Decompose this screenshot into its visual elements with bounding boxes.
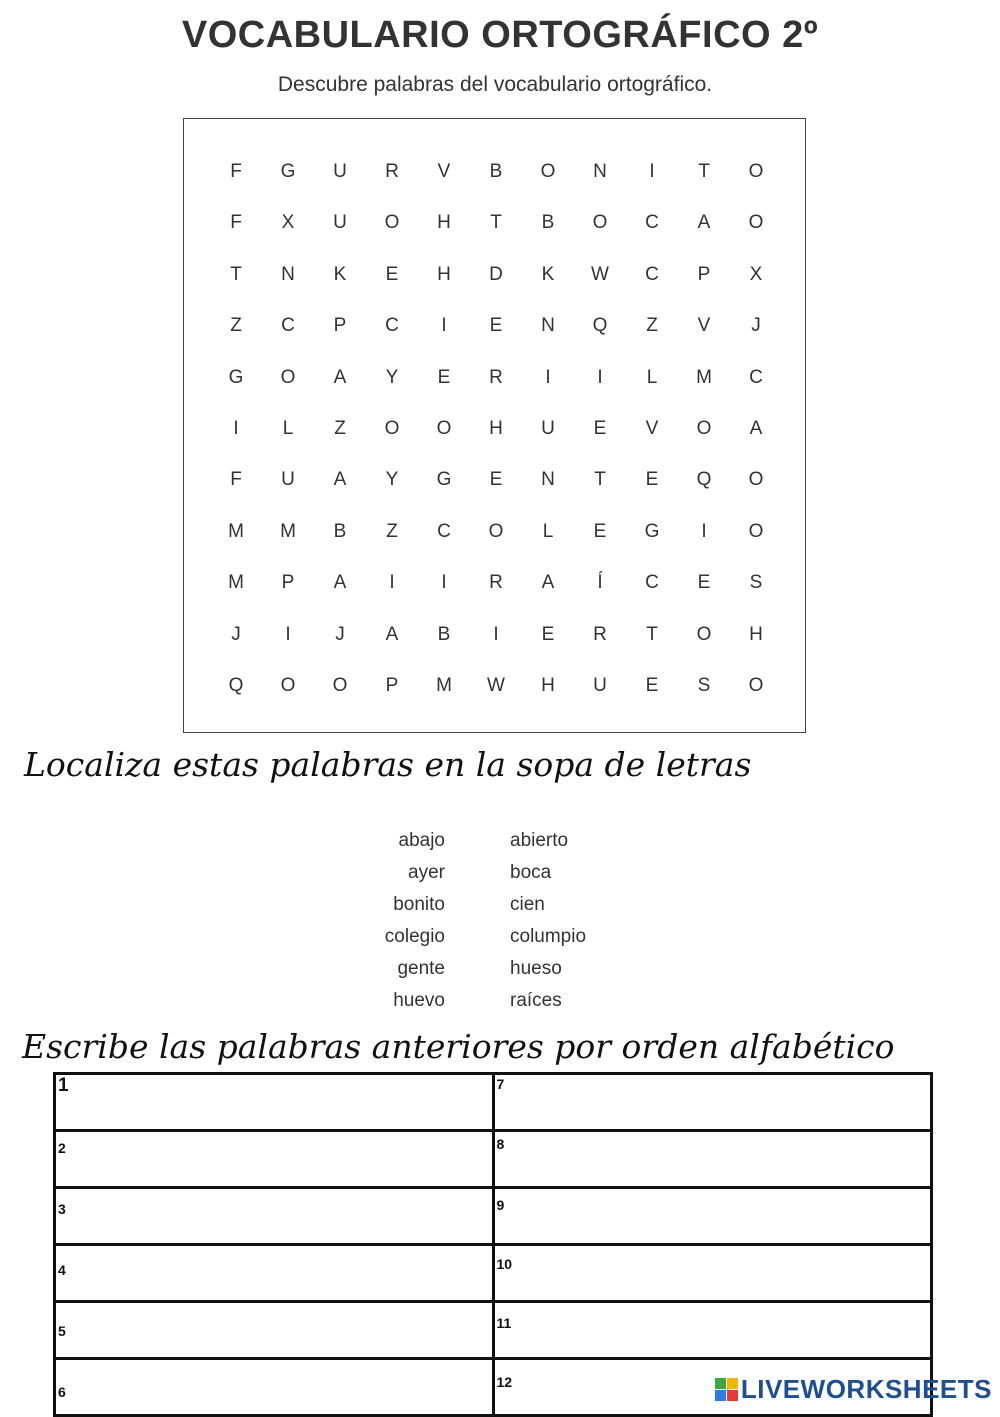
letter-cell[interactable]: W: [487, 674, 505, 696]
answer-cell[interactable]: [55, 1188, 494, 1245]
letter-cell[interactable]: E: [437, 366, 451, 388]
letter-cell[interactable]: B: [437, 623, 451, 645]
letter-cell[interactable]: O: [748, 469, 764, 491]
letter-cell[interactable]: I: [233, 417, 239, 439]
letter-cell[interactable]: O: [748, 520, 764, 542]
word-item: bonito: [393, 894, 445, 915]
letter-cell[interactable]: E: [593, 417, 607, 439]
letter-cell[interactable]: A: [333, 469, 347, 491]
letter-cell[interactable]: L: [646, 366, 658, 388]
letter-cell[interactable]: P: [697, 263, 711, 285]
letter-cell[interactable]: A: [333, 572, 347, 594]
letter-cell[interactable]: N: [281, 263, 295, 285]
word-search-grid: [210, 146, 782, 711]
word-item: ayer: [408, 862, 445, 883]
letter-cell[interactable]: L: [282, 417, 294, 439]
answer-cell[interactable]: [55, 1302, 494, 1359]
answer-cell[interactable]: [493, 1302, 932, 1359]
letter-cell[interactable]: Í: [597, 572, 603, 594]
word-item: huevo: [393, 990, 445, 1011]
letter-cell[interactable]: A: [697, 212, 711, 234]
page-title: VOCABULARIO ORTOGRÁFICO 2º: [181, 14, 819, 56]
letter-cell[interactable]: O: [748, 161, 764, 182]
answer-number: 12: [496, 1374, 513, 1390]
letter-cell[interactable]: V: [697, 315, 711, 337]
letter-cell[interactable]: U: [593, 674, 607, 696]
letter-cell[interactable]: I: [701, 520, 707, 542]
letter-cell[interactable]: Z: [230, 315, 242, 337]
letter-cell[interactable]: E: [697, 572, 711, 594]
letter-cell[interactable]: O: [280, 366, 296, 388]
letter-cell[interactable]: S: [697, 674, 711, 696]
letter-cell[interactable]: E: [489, 315, 503, 337]
letter-cell[interactable]: D: [489, 263, 503, 285]
letter-cell[interactable]: H: [437, 212, 451, 234]
word-item: colegio: [384, 926, 445, 947]
answer-cell[interactable]: [55, 1074, 494, 1131]
letter-cell[interactable]: I: [545, 366, 551, 388]
answer-number: 8: [496, 1136, 505, 1152]
word-item: raíces: [510, 990, 562, 1011]
letter-cell[interactable]: M: [436, 674, 452, 696]
letter-cell[interactable]: A: [385, 623, 399, 645]
letter-cell[interactable]: O: [436, 417, 452, 439]
letter-cell[interactable]: M: [696, 366, 712, 388]
letter-cell[interactable]: I: [493, 623, 499, 645]
letter-cell[interactable]: T: [594, 469, 606, 491]
letter-cell[interactable]: R: [489, 572, 503, 594]
word-item: cien: [510, 894, 545, 915]
letter-cell[interactable]: O: [748, 212, 764, 234]
letter-cell[interactable]: G: [436, 469, 452, 491]
page-subtitle: Descubre palabras del vocabulario ortográfico.: [277, 73, 713, 96]
letter-cell[interactable]: E: [645, 469, 659, 491]
letter-cell[interactable]: O: [384, 417, 400, 439]
word-item: gente: [397, 958, 445, 979]
letter-cell[interactable]: Z: [386, 520, 398, 542]
letter-cell[interactable]: A: [749, 417, 763, 439]
letter-cell[interactable]: G: [644, 520, 660, 542]
word-item: columpio: [510, 926, 587, 947]
answer-table: [53, 1072, 933, 1417]
letter-cell[interactable]: O: [748, 674, 764, 696]
letter-cell[interactable]: V: [645, 417, 659, 439]
letter-cell[interactable]: P: [385, 674, 399, 696]
word-item: abajo: [398, 830, 445, 851]
letter-cell[interactable]: C: [645, 572, 659, 594]
letter-cell[interactable]: O: [332, 674, 348, 696]
find-instruction: Localiza estas palabras en la sopa de letras: [24, 745, 752, 784]
answer-number: 4: [58, 1262, 66, 1278]
letter-cell[interactable]: M: [280, 520, 296, 542]
letter-cell[interactable]: T: [230, 263, 242, 285]
letter-cell[interactable]: C: [645, 263, 659, 285]
letter-cell[interactable]: F: [230, 212, 242, 234]
letter-cell[interactable]: M: [228, 520, 244, 542]
letter-cell[interactable]: L: [542, 520, 554, 542]
answer-cell[interactable]: [493, 1074, 932, 1131]
letter-cell[interactable]: C: [749, 366, 763, 388]
letter-cell[interactable]: T: [698, 161, 710, 182]
letter-cell[interactable]: O: [384, 212, 400, 234]
letter-cell[interactable]: U: [281, 469, 295, 491]
letter-cell[interactable]: Q: [228, 674, 244, 696]
letter-cell[interactable]: K: [333, 263, 347, 285]
answer-number: 2: [58, 1140, 66, 1156]
letter-cell[interactable]: I: [285, 623, 291, 645]
liveworksheets-logo: [715, 1374, 992, 1405]
letter-cell[interactable]: Q: [696, 469, 712, 491]
letter-cell[interactable]: M: [228, 572, 244, 594]
letter-cell[interactable]: J: [231, 623, 241, 645]
letter-cell[interactable]: I: [389, 572, 395, 594]
word-item: boca: [510, 862, 552, 883]
letter-cell[interactable]: I: [597, 366, 603, 388]
letter-cell[interactable]: G: [280, 161, 296, 182]
letter-cell[interactable]: E: [489, 469, 503, 491]
letter-cell[interactable]: P: [281, 572, 295, 594]
letter-cell[interactable]: U: [333, 161, 347, 182]
letter-cell[interactable]: E: [385, 263, 399, 285]
letter-cell[interactable]: Y: [385, 366, 399, 388]
letter-cell[interactable]: F: [230, 161, 242, 182]
answer-number: 1: [58, 1075, 69, 1096]
letter-cell[interactable]: R: [489, 366, 503, 388]
letter-cell[interactable]: Z: [334, 417, 346, 439]
answer-cell[interactable]: [55, 1245, 494, 1302]
letter-cell[interactable]: J: [751, 315, 761, 337]
letter-cell[interactable]: I: [441, 315, 447, 337]
answer-number: 9: [496, 1197, 505, 1213]
letter-cell[interactable]: F: [230, 469, 242, 491]
letter-cell[interactable]: E: [645, 674, 659, 696]
letter-cell[interactable]: T: [646, 623, 658, 645]
letter-cell[interactable]: O: [696, 417, 712, 439]
letter-cell[interactable]: C: [281, 315, 295, 337]
letter-cell[interactable]: G: [228, 366, 244, 388]
letter-cell[interactable]: H: [541, 674, 555, 696]
letter-cell[interactable]: N: [541, 315, 555, 337]
letter-cell[interactable]: O: [280, 674, 296, 696]
letter-cell[interactable]: N: [541, 469, 555, 491]
letter-cell[interactable]: C: [437, 520, 451, 542]
letter-cell[interactable]: U: [333, 212, 347, 234]
letter-cell[interactable]: W: [591, 263, 609, 285]
letter-cell[interactable]: E: [593, 520, 607, 542]
answer-number: 5: [58, 1323, 66, 1339]
letter-cell[interactable]: C: [385, 315, 399, 337]
letter-cell[interactable]: P: [333, 315, 347, 337]
letter-cell[interactable]: T: [490, 212, 502, 234]
answer-cell[interactable]: [493, 1245, 932, 1302]
letter-cell[interactable]: O: [592, 212, 608, 234]
letter-cell[interactable]: R: [593, 623, 607, 645]
letter-cell[interactable]: B: [489, 161, 503, 182]
answer-cell[interactable]: [493, 1188, 932, 1245]
letter-cell[interactable]: U: [541, 417, 555, 439]
answer-number: 10: [496, 1256, 513, 1272]
letter-cell[interactable]: S: [749, 572, 763, 594]
letter-cell[interactable]: N: [593, 161, 607, 182]
letter-cell[interactable]: R: [385, 161, 399, 182]
letter-cell[interactable]: X: [281, 212, 295, 234]
answer-number: 3: [58, 1201, 66, 1217]
brand-text: LIVEWORKSHEETS: [740, 1374, 992, 1404]
answer-cell[interactable]: [55, 1131, 494, 1188]
word-item: abierto: [510, 830, 569, 851]
answer-number: 11: [496, 1315, 512, 1331]
letter-cell[interactable]: O: [540, 161, 556, 182]
letter-cell[interactable]: V: [437, 161, 451, 182]
letter-cell[interactable]: Z: [646, 315, 658, 337]
letter-cell[interactable]: B: [333, 520, 347, 542]
letter-cell[interactable]: I: [649, 161, 655, 182]
answer-number: 6: [58, 1384, 66, 1400]
letter-cell[interactable]: J: [335, 623, 345, 645]
letter-cell[interactable]: O: [696, 623, 712, 645]
letter-cell[interactable]: I: [441, 572, 447, 594]
order-instruction: Escribe las palabras anteriores por orden alfabético: [22, 1027, 895, 1066]
letter-cell[interactable]: H: [489, 417, 503, 439]
letter-cell[interactable]: A: [333, 366, 347, 388]
letter-cell[interactable]: A: [541, 572, 555, 594]
liveworksheets-icon: [715, 1378, 738, 1401]
word-item: hueso: [510, 958, 562, 979]
answer-cell[interactable]: [55, 1359, 494, 1416]
answer-number: 7: [496, 1076, 505, 1092]
letter-cell[interactable]: H: [437, 263, 451, 285]
answer-cell[interactable]: [493, 1131, 932, 1188]
letter-cell[interactable]: X: [749, 263, 763, 285]
letter-cell[interactable]: B: [541, 212, 555, 234]
letter-cell[interactable]: E: [541, 623, 555, 645]
letter-cell[interactable]: O: [488, 520, 504, 542]
letter-cell[interactable]: C: [645, 212, 659, 234]
letter-cell[interactable]: K: [541, 263, 555, 285]
letter-cell[interactable]: Y: [385, 469, 399, 491]
letter-cell[interactable]: Q: [592, 315, 608, 337]
letter-cell[interactable]: H: [749, 623, 763, 645]
